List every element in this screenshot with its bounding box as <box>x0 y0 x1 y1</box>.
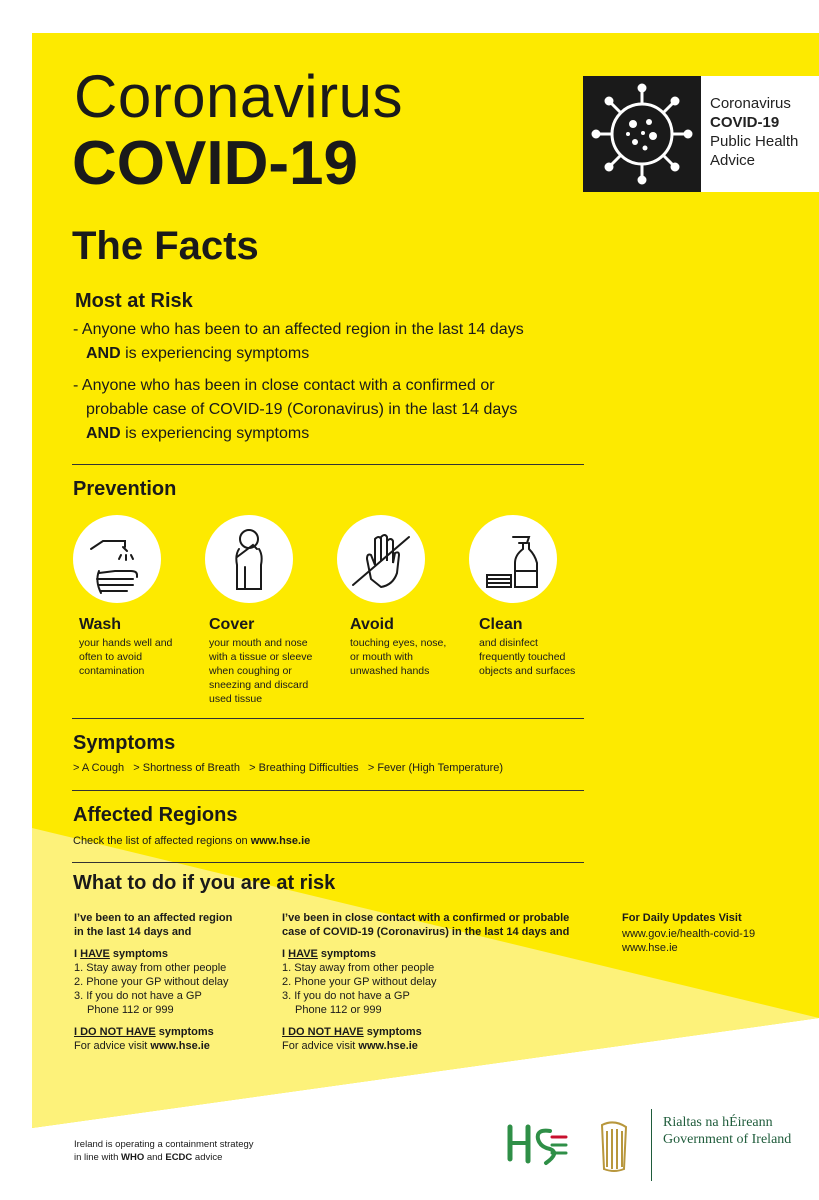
government-of-ireland-logo: Rialtas na hÉireann Government of Ireland <box>663 1115 792 1147</box>
gov-link[interactable]: www.gov.ie/health-covid-19 <box>622 928 756 940</box>
title-covid19: COVID-19 <box>72 129 358 198</box>
spray-bottle-icon <box>469 515 557 603</box>
list-item: > Fever (High Temperature) <box>367 762 504 774</box>
poster <box>32 33 819 1200</box>
page-title: The Facts <box>72 224 259 268</box>
affected-regions-heading: Affected Regions <box>73 804 238 826</box>
divider <box>651 1109 652 1181</box>
most-at-risk-list: - Anyone who has been to an affected region in the last 14 days AND is experiencing symptoms - Anyone who has been in close contact with a confirmed or probable case of COVID-19 (Coronavirus) in the last 14 days AND is experiencing symptoms <box>73 321 524 442</box>
hand-wash-icon <box>73 515 161 603</box>
hse-logo <box>506 1121 570 1174</box>
hse-link[interactable]: www.hse.ie <box>150 1040 210 1052</box>
list-item: > Breathing Difficulties <box>249 762 359 774</box>
footer-note: Ireland is operating a containment strategy in line with WHO and ECDC advice <box>74 1139 254 1163</box>
list-item: > Shortness of Breath <box>133 762 240 774</box>
prevention-wash: Wash your hands well and often to avoid contamination <box>79 616 173 677</box>
harp-icon <box>594 1119 634 1184</box>
at-risk-heading: What to do if you are at risk <box>73 872 336 894</box>
hse-link[interactable]: www.hse.ie <box>358 1040 418 1052</box>
hse-link[interactable]: www.hse.ie <box>622 942 678 954</box>
symptoms-heading: Symptoms <box>73 732 176 754</box>
divider <box>72 862 584 863</box>
badge-text: Coronavirus COVID-19 Public Health Advice <box>710 95 799 169</box>
hse-link[interactable]: www.hse.ie <box>250 835 311 847</box>
no-touch-hand-icon <box>337 515 425 603</box>
daily-updates: For Daily Updates Visit www.gov.ie/health-covid-19 www.hse.ie <box>622 911 812 955</box>
divider <box>72 790 584 791</box>
divider <box>72 464 584 465</box>
cough-cover-icon <box>205 515 293 603</box>
public-health-badge <box>583 76 819 192</box>
at-risk-column-contact: I’ve been in close contact with a confirmed or probable case of COVID-19 (Coronavirus) in the last 14 days and I HAVE symptoms 1. Stay away from other people 2. Phone your GP without delay 3. If you do not have a GP Phone 112 or 999 I DO NOT HAVE symptoms For advice visit www.hse.ie <box>282 912 570 1052</box>
affected-regions-text: Check the list of affected regions on www.hse.ie <box>73 835 311 847</box>
prevention-heading: Prevention <box>73 478 177 500</box>
virus-icon <box>583 76 701 192</box>
symptoms-list <box>73 761 503 775</box>
prevention-avoid: Avoid touching eyes, nose, or mouth with unwashed hands <box>350 616 447 677</box>
list-item: > A Cough <box>73 762 125 774</box>
title-coronavirus: Coronavirus <box>74 63 403 130</box>
prevention-clean: Clean and disinfect frequently touched objects and surfaces <box>479 616 576 677</box>
most-at-risk-heading: Most at Risk <box>75 290 193 312</box>
at-risk-column-region: I’ve been to an affected region in the last 14 days and I HAVE symptoms 1. Stay away from other people 2. Phone your GP without delay 3. If you do not have a GP Phone 112 or 999 I DO NOT HAVE symptoms For advice visit www.hse.ie <box>74 912 233 1052</box>
prevention-cover: Cover your mouth and nose with a tissue or sleeve when coughing or sneezing and discard used tissue <box>209 616 313 705</box>
divider <box>72 718 584 719</box>
